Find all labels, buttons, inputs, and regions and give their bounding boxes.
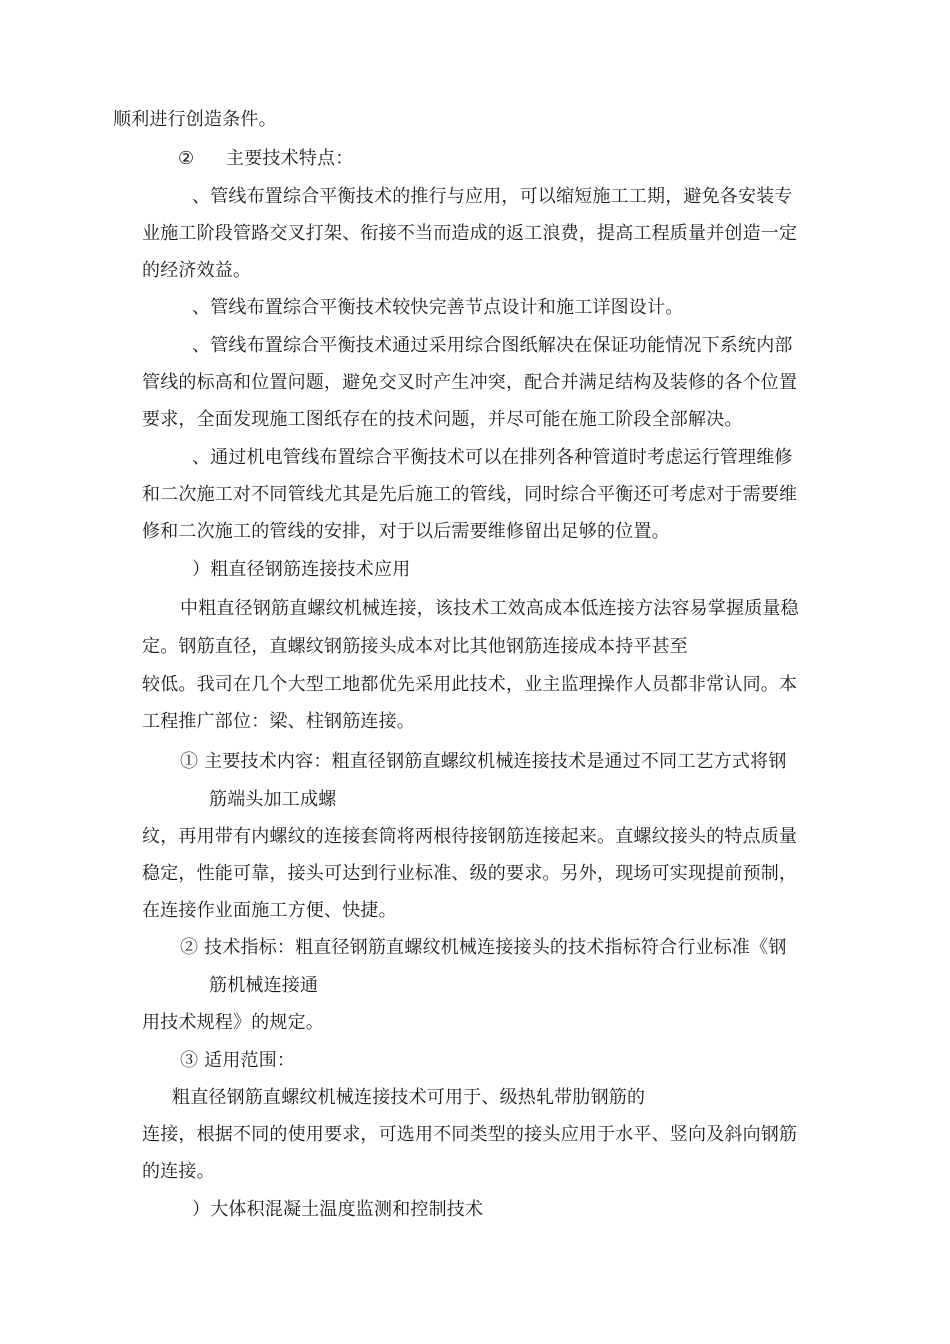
text-line: 、管线布置综合平衡技术通过采用综合图纸解决在保证功能情况下系统内部: [192, 335, 793, 356]
text-line: ③ 适用范围：: [180, 1050, 296, 1071]
section-heading: ）大体积混凝土温度监测和控制技术: [192, 1199, 484, 1220]
list-heading: [178, 147, 353, 171]
text-line: 中粗直径钢筋直螺纹机械连接，该技术工效高成本低连接方法容易掌握质量稳: [180, 598, 799, 619]
text-line: 粗直径钢筋直螺纹机械连接技术可用于、级热轧带肋钢筋的: [172, 1087, 646, 1108]
list-marker: ②: [178, 148, 195, 169]
text-line: 、管线布置综合平衡技术的推行与应用，可以缩短施工工期，避免各安装专: [192, 186, 793, 207]
text-line: 在连接作业面施工方便、快捷。: [142, 900, 397, 921]
text-line: ① 主要技术内容：粗直径钢筋直螺纹机械连接技术是通过不同工艺方式将钢: [180, 751, 787, 772]
text-line: 修和二次施工的管线的安排，对于以后需要维修留出足够的位置。: [142, 521, 670, 542]
text-line: 管线的标高和位置问题，避免交叉时产生冲突，配合并满足结构及装修的各个位置: [142, 372, 798, 393]
text-line: 、管线布置综合平衡技术较快完善节点设计和施工详图设计。: [192, 297, 684, 318]
section-heading: ）粗直径钢筋连接技术应用: [192, 559, 411, 580]
heading-text: 主要技术特点：: [226, 148, 354, 169]
text-line: 要求，全面发现施工图纸存在的技术问题，并尽可能在施工阶段全部解决。: [142, 409, 743, 430]
text-line: 较低。我司在几个大型工地都优先采用此技术，业主监理操作人员都非常认同。本: [142, 674, 798, 695]
text-line: 筋端头加工成螺: [209, 789, 337, 810]
text-line: 的经济效益。: [142, 260, 252, 281]
text-line: 业施工阶段管路交叉打架、衔接不当而造成的返工浪费，提高工程质量并创造一定: [142, 223, 798, 244]
text-line: 顺利进行创造条件。: [113, 109, 277, 130]
text-line: 的连接。: [142, 1161, 215, 1182]
text-line: 连接，根据不同的使用要求，可选用不同类型的接头应用于水平、竖向及斜向钢筋: [142, 1124, 798, 1145]
text-line: ② 技术指标：粗直径钢筋直螺纹机械连接接头的技术指标符合行业标准《钢: [180, 937, 787, 958]
text-line: 筋机械连接通: [209, 975, 319, 996]
text-line: 和二次施工对不同管线尤其是先后施工的管线，同时综合平衡还可考虑对于需要维: [142, 484, 798, 505]
text-line: 稳定，性能可靠，接头可达到行业标准、级的要求。另外，现场可实现提前预制，: [142, 863, 798, 884]
text-line: 工程推广部位：梁、柱钢筋连接。: [142, 711, 415, 732]
text-line: 用技术规程》的规定。: [142, 1012, 324, 1033]
text-line: 纹，再用带有内螺纹的连接套筒将两根待接钢筋连接起来。直螺纹接头的特点质量: [142, 826, 798, 847]
text-line: 、通过机电管线布置综合平衡技术可以在排列各种管道时考虑运行管理维修: [192, 447, 793, 468]
text-line: 定。钢筋直径，直螺纹钢筋接头成本对比其他钢筋连接成本持平甚至: [142, 636, 688, 657]
